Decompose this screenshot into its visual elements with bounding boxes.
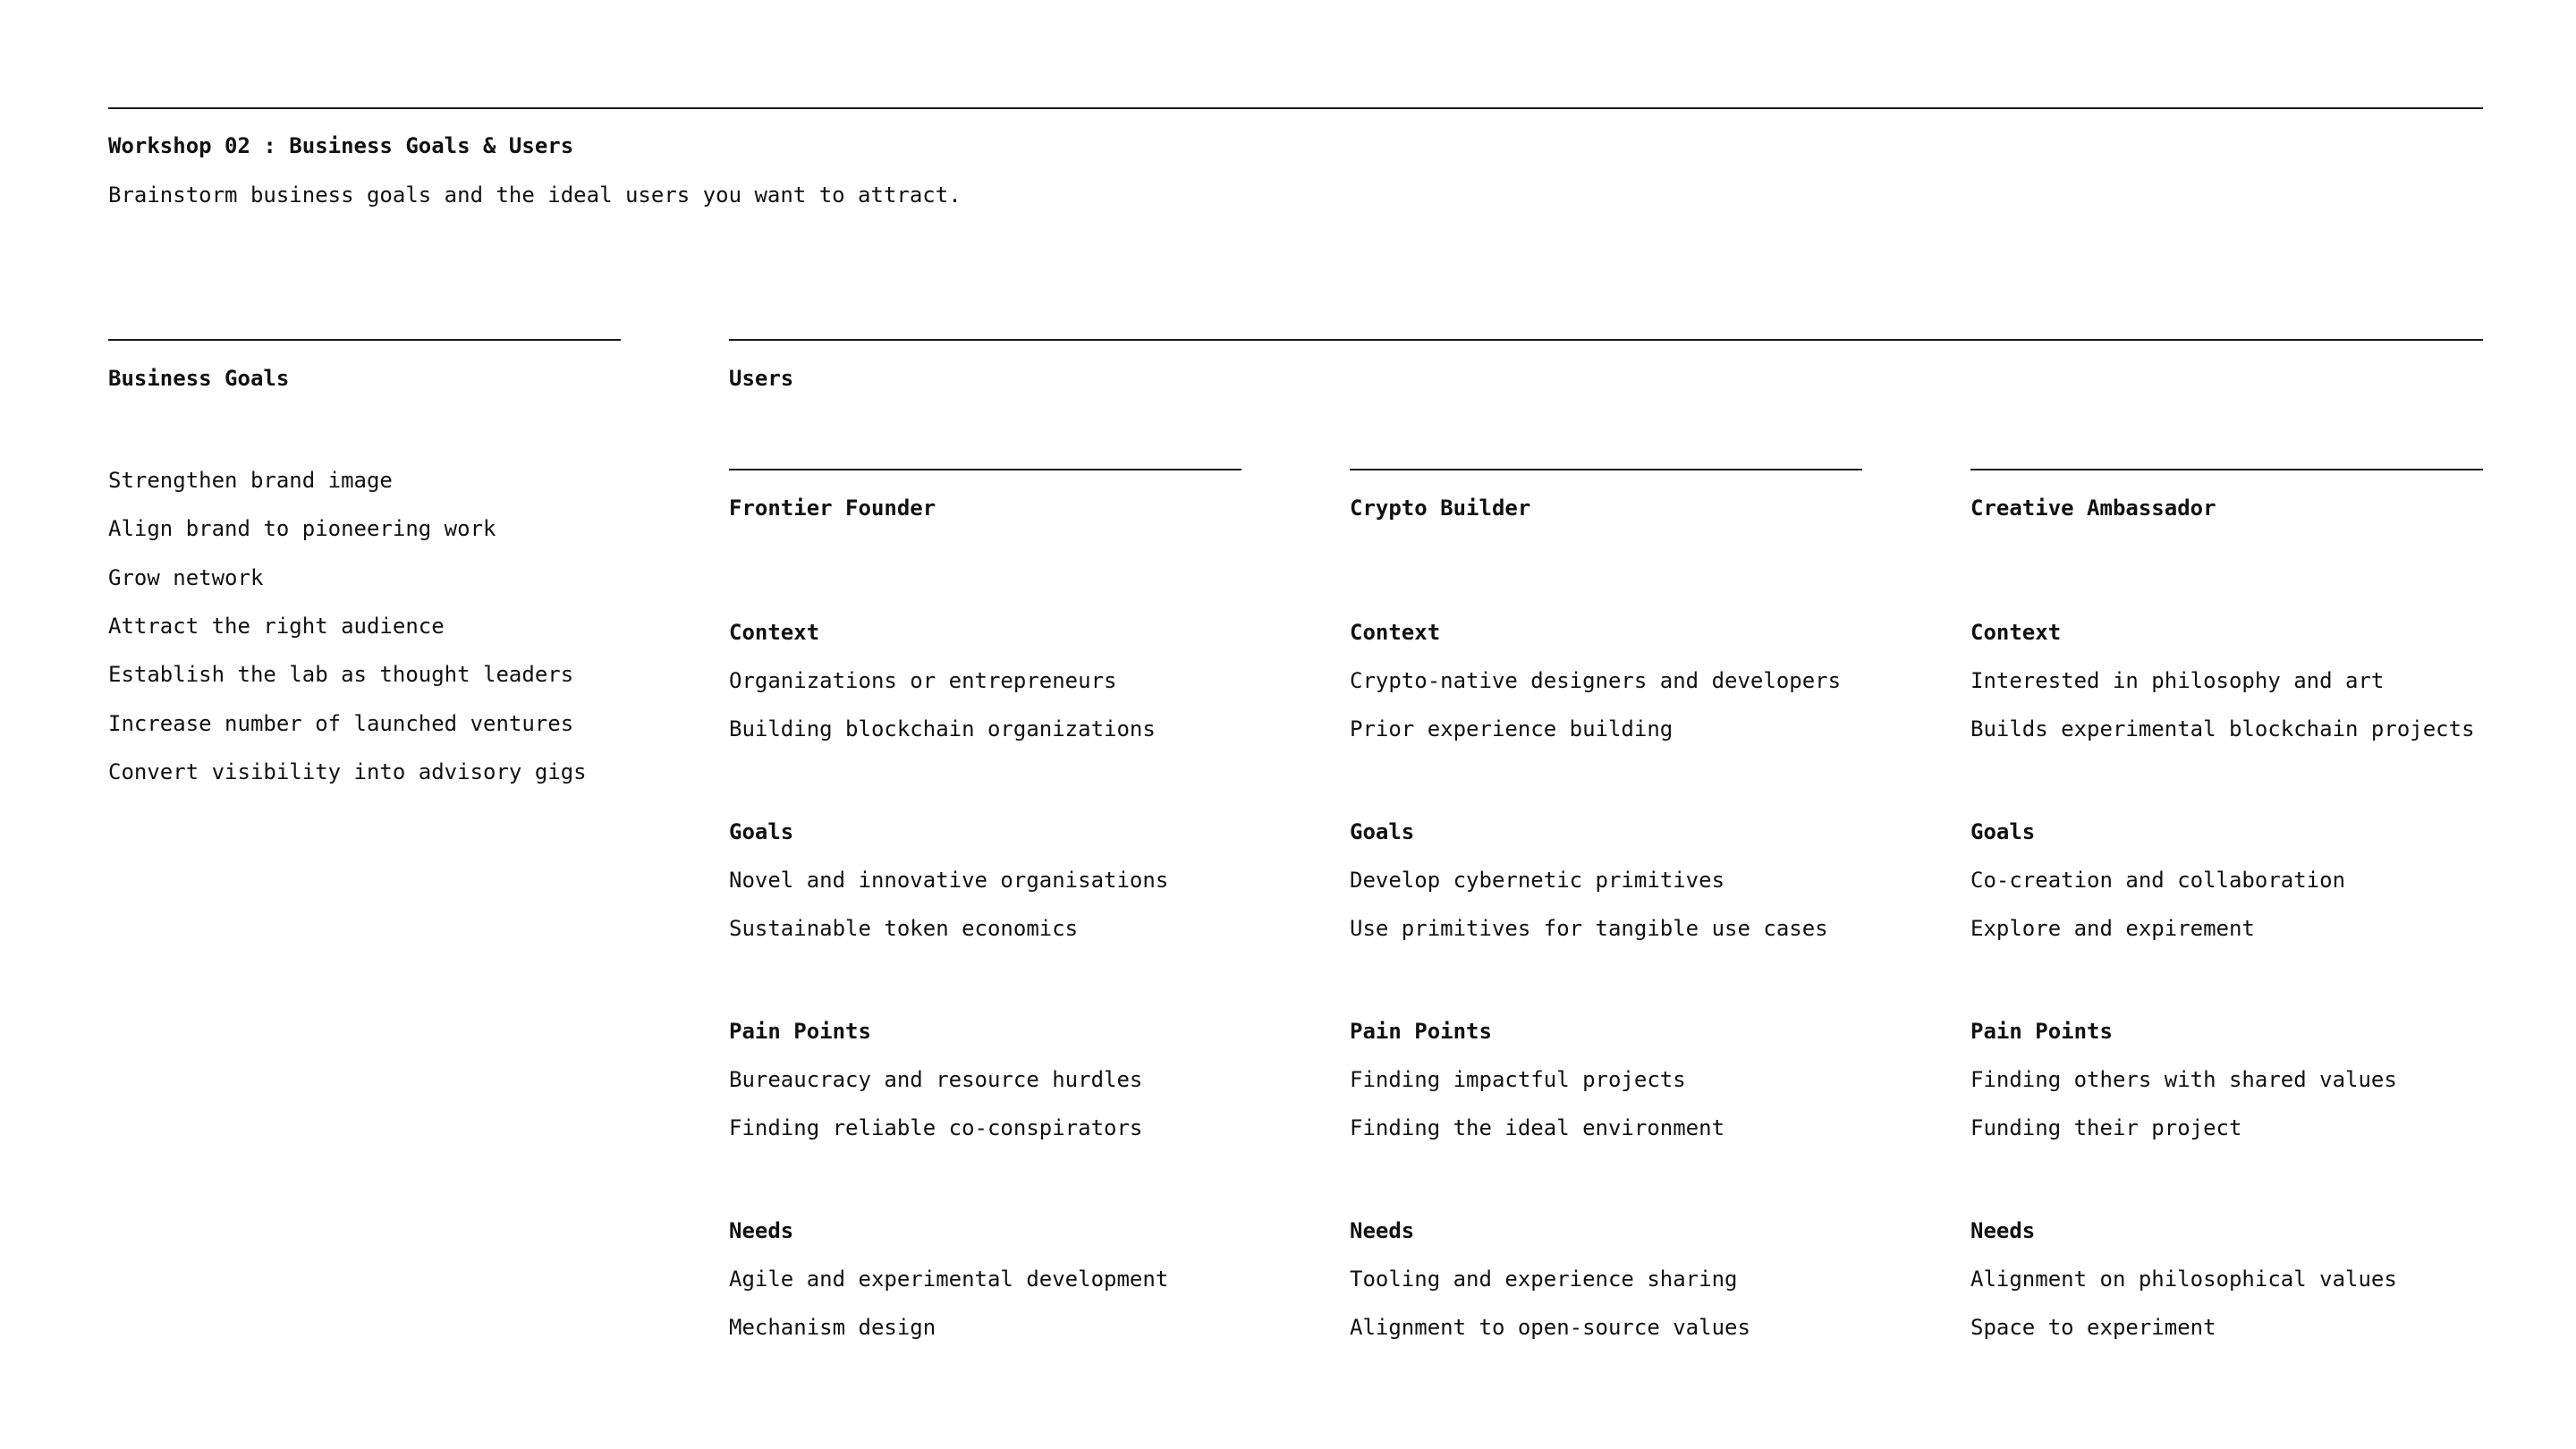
page-subtitle: Brainstorm business goals and the ideal users you want to attract.	[108, 182, 962, 208]
section-heading-needs: Needs	[1350, 1218, 1415, 1243]
business-goals-heading: Business Goals	[108, 366, 290, 391]
section-heading-goals: Goals	[1970, 819, 2036, 844]
section-item: Explore and expirement	[1970, 916, 2255, 941]
section-item: Builds experimental blockchain projects	[1970, 716, 2475, 741]
users-heading: Users	[729, 366, 794, 391]
section-item: Sustainable token economics	[729, 916, 1079, 941]
section-heading-pain-points: Pain Points	[1970, 1019, 2113, 1044]
business-goal-item: Align brand to pioneering work	[108, 516, 496, 541]
section-item: Alignment on philosophical values	[1970, 1267, 2397, 1292]
section-item: Co-creation and collaboration	[1970, 868, 2346, 893]
section-item: Mechanism design	[729, 1315, 936, 1340]
section-item: Use primitives for tangible use cases	[1350, 916, 1828, 941]
section-item: Novel and innovative organisations	[729, 868, 1169, 893]
section-item: Space to experiment	[1970, 1315, 2216, 1340]
section-item: Interested in philosophy and art	[1970, 668, 2385, 693]
business-goal-item: Establish the lab as thought leaders	[108, 662, 574, 687]
section-item: Agile and experimental development	[729, 1267, 1169, 1292]
section-item: Finding reliable co-conspirators	[729, 1115, 1143, 1140]
section-item: Finding the ideal environment	[1350, 1115, 1725, 1140]
business-goal-item: Attract the right audience	[108, 614, 445, 639]
business-goal-item: Grow network	[108, 565, 264, 590]
persona-name: Frontier Founder	[729, 496, 936, 521]
section-heading-context: Context	[1970, 620, 2062, 645]
persona-name: Crypto Builder	[1350, 496, 1531, 521]
header-divider	[108, 107, 2483, 109]
persona-divider	[1970, 469, 2483, 470]
section-item: Building blockchain organizations	[729, 716, 1156, 741]
section-item: Alignment to open-source values	[1350, 1315, 1750, 1340]
section-heading-needs: Needs	[1970, 1218, 2036, 1243]
business-goals-divider	[108, 339, 621, 341]
section-item: Finding others with shared values	[1970, 1067, 2397, 1092]
section-heading-pain-points: Pain Points	[1350, 1019, 1492, 1044]
section-item: Bureaucracy and resource hurdles	[729, 1067, 1143, 1092]
page-title: Workshop 02 : Business Goals & Users	[108, 133, 574, 158]
business-goal-item: Increase number of launched ventures	[108, 711, 574, 736]
business-goal-item: Strengthen brand image	[108, 468, 393, 493]
section-item: Tooling and experience sharing	[1350, 1267, 1738, 1292]
section-heading-context: Context	[729, 620, 820, 645]
section-item: Organizations or entrepreneurs	[729, 668, 1117, 693]
section-heading-goals: Goals	[729, 819, 794, 844]
section-item: Develop cybernetic primitives	[1350, 868, 1725, 893]
users-divider	[729, 339, 2483, 341]
section-heading-pain-points: Pain Points	[729, 1019, 871, 1044]
section-item: Funding their project	[1970, 1115, 2242, 1140]
persona-divider	[1350, 469, 1862, 470]
business-goal-item: Convert visibility into advisory gigs	[108, 759, 587, 784]
section-heading-context: Context	[1350, 620, 1441, 645]
section-item: Finding impactful projects	[1350, 1067, 1686, 1092]
persona-name: Creative Ambassador	[1970, 496, 2216, 521]
section-heading-goals: Goals	[1350, 819, 1415, 844]
persona-divider	[729, 469, 1241, 470]
section-item: Prior experience building	[1350, 716, 1674, 741]
section-heading-needs: Needs	[729, 1218, 794, 1243]
section-item: Crypto-native designers and developers	[1350, 668, 1842, 693]
